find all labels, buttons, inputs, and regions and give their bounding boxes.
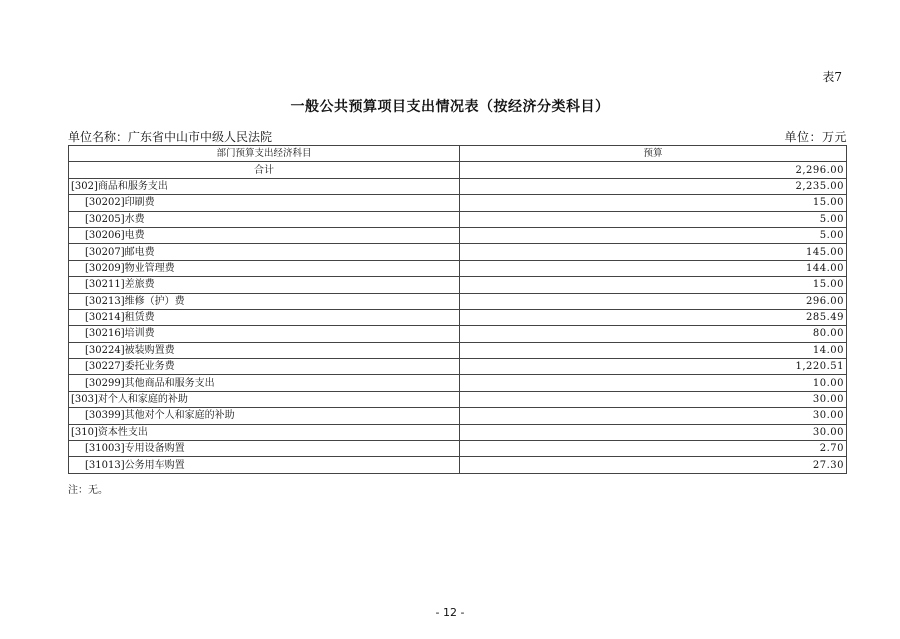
row-budget-value: 5.00	[460, 227, 847, 243]
row-budget-value: 80.00	[460, 326, 847, 342]
table-row	[69, 441, 847, 457]
page-number: - 12 -	[435, 606, 465, 619]
table-row	[69, 178, 847, 194]
row-budget-value: 15.00	[460, 277, 847, 293]
table-row	[69, 244, 847, 260]
table-number: 表7	[822, 70, 842, 84]
table-row	[69, 309, 847, 325]
row-subject: [303]对个人和家庭的补助	[69, 391, 460, 407]
row-budget-value: 144.00	[460, 260, 847, 276]
table-row	[69, 375, 847, 391]
row-subject: [302]商品和服务支出	[69, 178, 460, 194]
row-subject: [30214]租赁费	[69, 309, 460, 325]
row-subject: [31013]公务用车购置	[69, 457, 460, 473]
unit-label: 单位：万元	[784, 130, 847, 144]
table-row	[69, 408, 847, 424]
row-subject: [30202]印刷费	[69, 195, 460, 211]
page-title: 一般公共预算项目支出情况表（按经济分类科目）	[290, 99, 610, 115]
row-subject: [30213]维修（护）费	[69, 293, 460, 309]
row-subject: [31003]专用设备购置	[69, 441, 460, 457]
row-subject: [310]资本性支出	[69, 424, 460, 440]
table-row	[69, 424, 847, 440]
table-row	[69, 293, 847, 309]
row-subject: [30206]电费	[69, 227, 460, 243]
row-budget-value: 27.30	[460, 457, 847, 473]
table-note: 注：无。	[68, 485, 108, 496]
table-row	[69, 211, 847, 227]
row-subject: [30216]培训费	[69, 326, 460, 342]
row-budget-value: 2,235.00	[460, 178, 847, 194]
table-meta	[68, 128, 847, 145]
row-budget-value: 2.70	[460, 441, 847, 457]
row-budget-value: 30.00	[460, 391, 847, 407]
row-subject: [30299]其他商品和服务支出	[69, 375, 460, 391]
table-row-total	[69, 162, 847, 178]
row-budget-value: 10.00	[460, 375, 847, 391]
table-row	[69, 195, 847, 211]
table-row	[69, 457, 847, 473]
row-budget-value: 145.00	[460, 244, 847, 260]
table-header-row	[69, 146, 847, 162]
row-subject: [30207]邮电费	[69, 244, 460, 260]
row-subject: [30205]水费	[69, 211, 460, 227]
row-budget-value: 30.00	[460, 408, 847, 424]
table-row	[69, 227, 847, 243]
row-subject: 合计	[69, 162, 460, 178]
unit-name: 单位名称：广东省中山市中级人民法院	[68, 130, 273, 144]
row-subject: [30209]物业管理费	[69, 260, 460, 276]
table-row	[69, 359, 847, 375]
table-body	[69, 162, 847, 473]
header-subject: 部门预算支出经济科目	[69, 146, 460, 162]
row-budget-value: 1,220.51	[460, 359, 847, 375]
row-budget-value: 30.00	[460, 424, 847, 440]
row-subject: [30227]委托业务费	[69, 359, 460, 375]
row-budget-value: 14.00	[460, 342, 847, 358]
header-budget: 预算	[460, 146, 847, 162]
row-budget-value: 285.49	[460, 309, 847, 325]
row-subject: [30399]其他对个人和家庭的补助	[69, 408, 460, 424]
row-budget-value: 15.00	[460, 195, 847, 211]
table-row	[69, 277, 847, 293]
row-subject: [30224]被装购置费	[69, 342, 460, 358]
row-budget-value: 2,296.00	[460, 162, 847, 178]
row-budget-value: 5.00	[460, 211, 847, 227]
table-row	[69, 391, 847, 407]
row-budget-value: 296.00	[460, 293, 847, 309]
budget-table	[68, 145, 847, 474]
table-row	[69, 342, 847, 358]
table-row	[69, 326, 847, 342]
row-subject: [30211]差旅费	[69, 277, 460, 293]
table-row	[69, 260, 847, 276]
